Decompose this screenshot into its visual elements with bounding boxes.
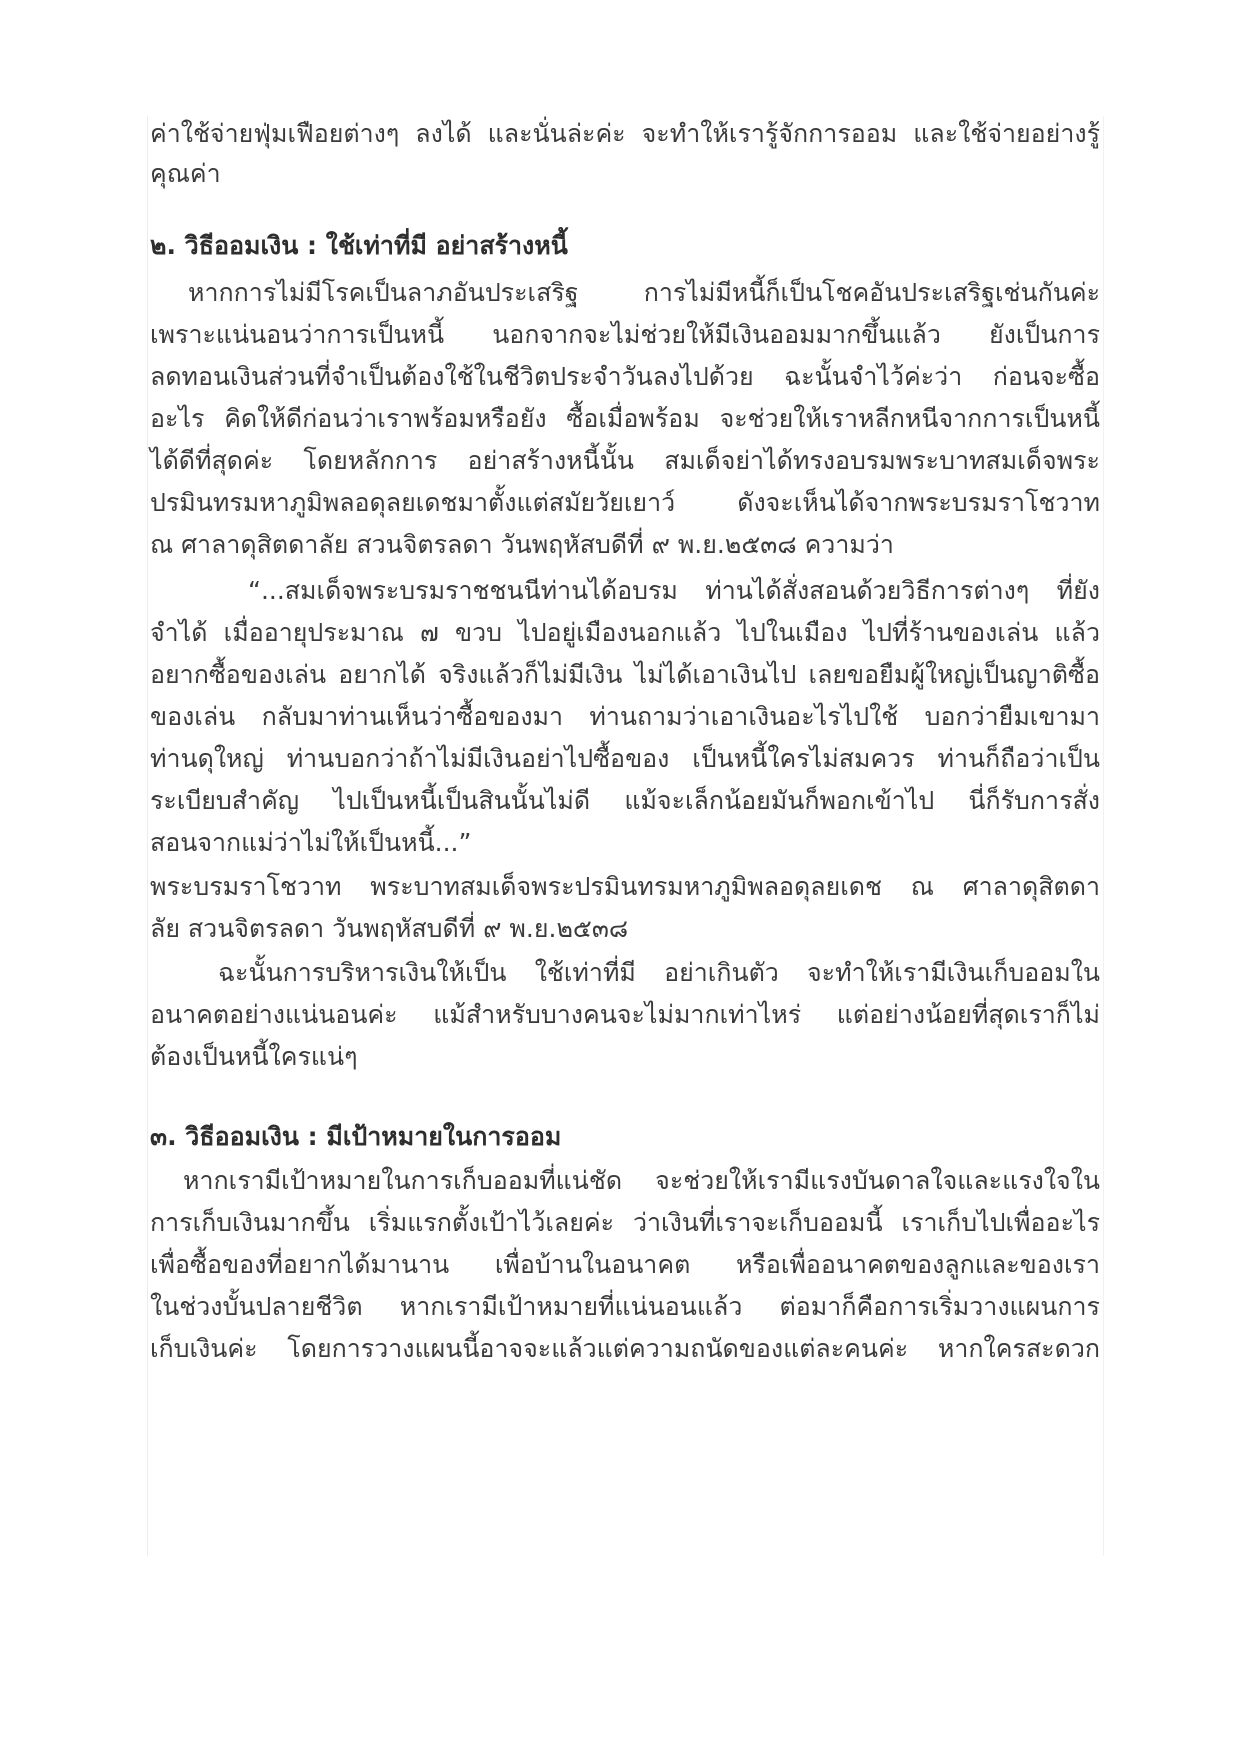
section-3-paragraph-line: หากเรามีเป้าหมายในการเก็บออมที่แน่ชัด จะช่วยให้เรามีแรงบันดาลใจและแรงใจใน xyxy=(183,1166,1100,1195)
closing-paragraph-line: อนาคตอย่างแน่นอนค่ะ แม้สำหรับบางคนจะไม่มากเท่าไหร่ แต่อย่างน้อยที่สุดเราก็ไม่ xyxy=(150,1000,1100,1029)
quote-line: ท่านดุใหญ่ ท่านบอกว่าถ้าไม่มีเงินอย่าไปซื้อของ เป็นหนี้ใครไม่สมควร ท่านก็ถือว่าเป็น xyxy=(150,744,1100,773)
document-body xyxy=(147,116,1104,1556)
quote-line: จำได้ เมื่ออายุประมาณ ๗ ขวบ ไปอยู่เมืองนอกแล้ว ไปในเมือง ไปที่ร้านของเล่น แล้ว xyxy=(150,618,1100,647)
source-citation-line: พระบรมราโชวาท พระบาทสมเด็จพระปรมินทรมหาภูมิพลอดุลยเดช ณ ศาลาดุสิตดา xyxy=(150,872,1100,901)
section-2-paragraph-line: อะไร คิดให้ดีก่อนว่าเราพร้อมหรือยัง ซื้อเมื่อพร้อม จะช่วยให้เราหลีกหนีจากการเป็นหนี้ xyxy=(150,404,1100,433)
intro-line: คุณค่า xyxy=(150,159,221,188)
closing-paragraph-line: ต้องเป็นหนี้ใครแน่ๆ xyxy=(150,1042,358,1071)
section-3-paragraph-line: ในช่วงบั้นปลายชีวิต หากเรามีเป้าหมายที่แน่นอนแล้ว ต่อมาก็คือการเริ่มวางแผนการ xyxy=(150,1292,1100,1321)
closing-paragraph-line: ฉะนั้นการบริหารเงินให้เป็น ใช้เท่าที่มี อย่าเกินตัว จะทำให้เรามีเงินเก็บออมใน xyxy=(218,958,1100,987)
quote-line: อยากซื้อของเล่น อยากได้ จริงแล้วก็ไม่มีเงิน ไม่ได้เอาเงินไป เลยขอยืมผู้ใหญ่เป็นญาติซื้อ xyxy=(150,660,1100,689)
section-2-heading: ๒. วิธีออมเงิน : ใช้เท่าที่มี อย่าสร้างหนี้ xyxy=(150,231,568,260)
section-2-paragraph-line: ณ ศาลาดุสิตดาลัย สวนจิตรลดา วันพฤหัสบดีที่ ๙ พ.ย.๒๕๓๘ ความว่า xyxy=(150,530,894,559)
section-2-paragraph-line: หากการไม่มีโรคเป็นลาภอันประเสริฐ การไม่มีหนี้ก็เป็นโชคอันประเสริฐเช่นกันค่ะ xyxy=(188,278,1100,307)
section-2-paragraph-line: ลดทอนเงินส่วนที่จำเป็นต้องใช้ในชีวิตประจำวันลงไปด้วย ฉะนั้นจำไว้ค่ะว่า ก่อนจะซื้อ xyxy=(150,362,1100,391)
intro-line: ค่าใช้จ่ายฟุ่มเฟือยต่างๆ ลงได้ และนั่นล่ะค่ะ จะทำให้เรารู้จักการออม และใช้จ่ายอย่างรู้ xyxy=(150,119,1100,148)
section-2-paragraph-line: ปรมินทรมหาภูมิพลอดุลยเดชมาตั้งแต่สมัยวัยเยาว์ ดังจะเห็นได้จากพระบรมราโชวาท xyxy=(150,488,1100,517)
section-3-heading: ๓. วิธีออมเงิน : มีเป้าหมายในการออม xyxy=(150,1122,562,1151)
section-2-paragraph-line: ได้ดีที่สุดค่ะ โดยหลักการ อย่าสร้างหนี้นั้น สมเด็จย่าได้ทรงอบรมพระบาทสมเด็จพระ xyxy=(150,446,1100,475)
quote-line: “...สมเด็จพระบรมราชชนนีท่านได้อบรม ท่านได้สั่งสอนด้วยวิธีการต่างๆ ที่ยัง xyxy=(248,576,1100,605)
section-3-paragraph-line: เพื่อซื้อของที่อยากได้มานาน เพื่อบ้านในอนาคต หรือเพื่ออนาคตของลูกและของเรา xyxy=(150,1250,1100,1279)
section-3-paragraph-line: เก็บเงินค่ะ โดยการวางแผนนี้อาจจะแล้วแต่ความถนัดของแต่ละคนค่ะ หากใครสะดวก xyxy=(150,1334,1100,1363)
section-2-paragraph-line: เพราะแน่นอนว่าการเป็นหนี้ นอกจากจะไม่ช่วยให้มีเงินออมมากขึ้นแล้ว ยังเป็นการ xyxy=(150,320,1100,349)
quote-line: สอนจากแม่ว่าไม่ให้เป็นหนี้...” xyxy=(150,828,472,857)
quote-line: ระเบียบสำคัญ ไปเป็นหนี้เป็นสินนั้นไม่ดี แม้จะเล็กน้อยมันก็พอกเข้าไป นี่ก็รับการสั่ง xyxy=(150,786,1100,815)
quote-line: ของเล่น กลับมาท่านเห็นว่าซื้อของมา ท่านถามว่าเอาเงินอะไรไปใช้ บอกว่ายืมเขามา xyxy=(150,702,1100,731)
section-3-paragraph-line: การเก็บเงินมากขึ้น เริ่มแรกตั้งเป้าไว้เลยค่ะ ว่าเงินที่เราจะเก็บออมนี้ เราเก็บไปเพื่ออะไร xyxy=(150,1208,1100,1237)
source-citation-line: ลัย สวนจิตรลดา วันพฤหัสบดีที่ ๙ พ.ย.๒๕๓๘ xyxy=(150,914,629,943)
